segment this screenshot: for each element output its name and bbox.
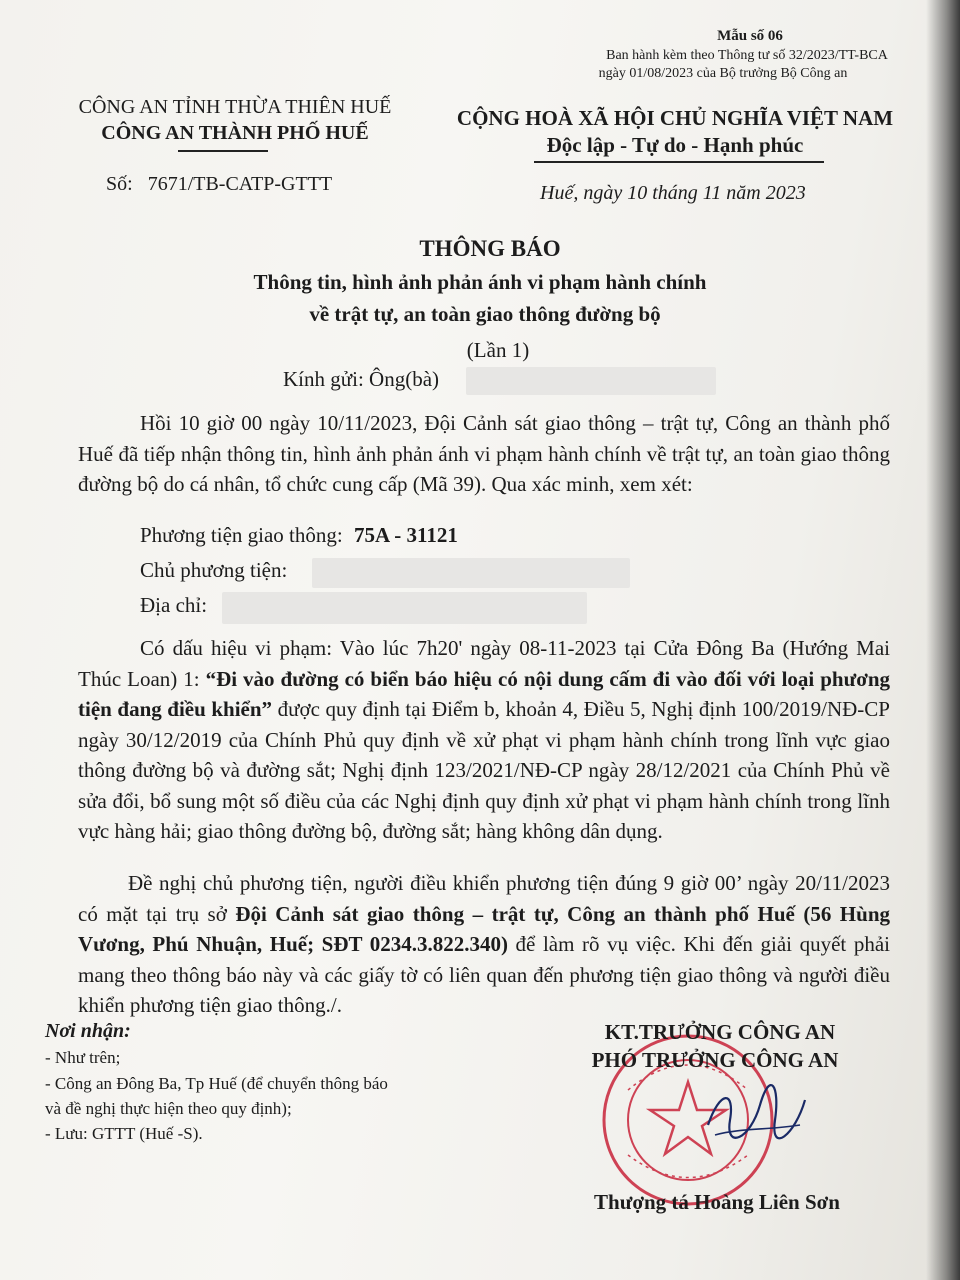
country-name: CỘNG HOÀ XÃ HỘI CHỦ NGHĨA VIỆT NAM	[456, 106, 894, 130]
form-number: Mẫu số 06	[717, 28, 783, 44]
recipient-item-3: và đề nghị thực hiện theo quy định);	[45, 1099, 292, 1118]
recipient-item-2: - Công an Đông Ba, Tp Huế (để chuyển thông báo	[45, 1074, 388, 1093]
recipient-item-4: - Lưu: GTTT (Huế -S).	[45, 1124, 203, 1143]
vehicle-plate: 75A - 31121	[353, 523, 458, 547]
violation-text-1: Có dấu hiệu vi phạm: Vào lúc 7h20' ngày 08-11-2023 tại Cửa Đông Ba (Hướng Mai Thúc Loan) 1:	[78, 636, 890, 691]
form-ref-line-2: ngày 01/08/2023 của Bộ trưởng Bộ Công an	[598, 66, 848, 81]
document-title: THÔNG BÁO	[419, 236, 561, 261]
signer-name: Thượng tá Hoàng Liên Sơn	[594, 1190, 840, 1214]
violation-text-2: được quy định tại Điểm b, khoản 4, Điều 5, Nghị định 100/2019/NĐ-CP ngày 30/12/2019 của Chính Phủ quy định về xử phạt vi phạm hành chính trong lĩnh vực giao thông đường bộ và đường sắt; Nghị định 123/2021/NĐ-CP ngày 28/12/2021 của Chính Phủ về sửa đổi, bổ sung một số điều của các Nghị định quy định xử phạt vi phạm hành chính trong lĩnh vực hàng hải; giao thông đường bộ, đường sắt; hàng không dân dụng.	[78, 697, 890, 843]
notice-round: (Lần 1)	[466, 338, 530, 362]
agency-parent: CÔNG AN TỈNH THỪA THIÊN HUẾ	[78, 96, 392, 118]
doc-number-value: 7671/TB-CATP-GTTT	[147, 173, 333, 195]
request-text-2: để làm rõ vụ việc. Khi đến giải quyết phải mang theo thông báo này và các giấy tờ có liên quan đến phương tiện giao thông và người điều khiển phương tiện giao thông./.	[78, 932, 890, 1017]
owner-label: Chủ phương tiện:	[140, 558, 288, 582]
redacted-owner	[312, 558, 630, 588]
violation-text	[78, 633, 890, 847]
recipient-item-1: - Như trên;	[45, 1048, 121, 1067]
intro-text: Hồi 10 giờ 00 ngày 10/11/2023, Đội Cảnh sát giao thông – trật tự, Công an thành phố Huế đã tiếp nhận thông tin, hình ảnh phản ánh vi phạm hành chính về trật tự, an toàn giao thông đường bộ do cá nhân, tổ chức cung cấp (Mã 39). Qua xác minh, xem xét:	[78, 411, 890, 496]
document-subtitle-1: Thông tin, hình ảnh phản ánh vi phạm hành chính	[253, 270, 707, 294]
doc-number	[106, 173, 332, 196]
vehicle-label: Phương tiện giao thông:	[140, 523, 343, 547]
page-shadow-edge	[926, 0, 960, 1280]
signer-title-2: PHÓ TRƯỞNG CÔNG AN	[591, 1048, 839, 1072]
stamp-arc-lettering-lower	[628, 1155, 748, 1178]
violation-description: “Đi vào đường có biển báo hiệu có nội dung cấm đi vào đối với loại phương tiện đang điều khiển”	[78, 666, 891, 721]
redacted-recipient-name	[466, 367, 716, 395]
document-subtitle-2: về trật tự, an toàn giao thông đường bộ	[309, 302, 661, 326]
handwritten-signature	[700, 1080, 810, 1150]
request-paragraph	[78, 868, 890, 1021]
request-text-1: Đề nghị chủ phương tiện, người điều khiển phương tiện đúng 9 giờ 00’ ngày 20/11/2023 có mặt tại trụ sở	[78, 871, 890, 926]
violation-paragraph	[78, 633, 890, 847]
national-motto: Độc lập - Tự do - Hạnh phúc	[546, 133, 804, 157]
recipients-title: Nơi nhận:	[45, 1020, 131, 1042]
intro-paragraph	[78, 408, 890, 500]
vehicle-row	[140, 523, 458, 548]
motto-underline	[534, 161, 824, 163]
agency-name: CÔNG AN THÀNH PHỐ HUẾ	[101, 122, 369, 144]
signer-title-1: KT.TRƯỞNG CÔNG AN	[604, 1020, 836, 1044]
address-label: Địa chỉ:	[140, 593, 208, 617]
agency-underline	[178, 150, 268, 152]
redacted-address	[222, 592, 587, 624]
place-date: Huế, ngày 10 tháng 11 năm 2023	[540, 182, 806, 204]
request-text	[78, 868, 890, 1021]
recipient-label: Kính gửi: Ông(bà)	[283, 367, 440, 391]
doc-number-label: Số:	[106, 173, 133, 195]
form-ref-line-1: Ban hành kèm theo Thông tư số 32/2023/TT-BCA	[606, 48, 888, 63]
request-location: Đội Cảnh sát giao thông – trật tự, Công an thành phố Huế (56 Hùng Vương, Phú Nhuận, Huế; SĐT 0234.3.822.340)	[78, 901, 890, 956]
